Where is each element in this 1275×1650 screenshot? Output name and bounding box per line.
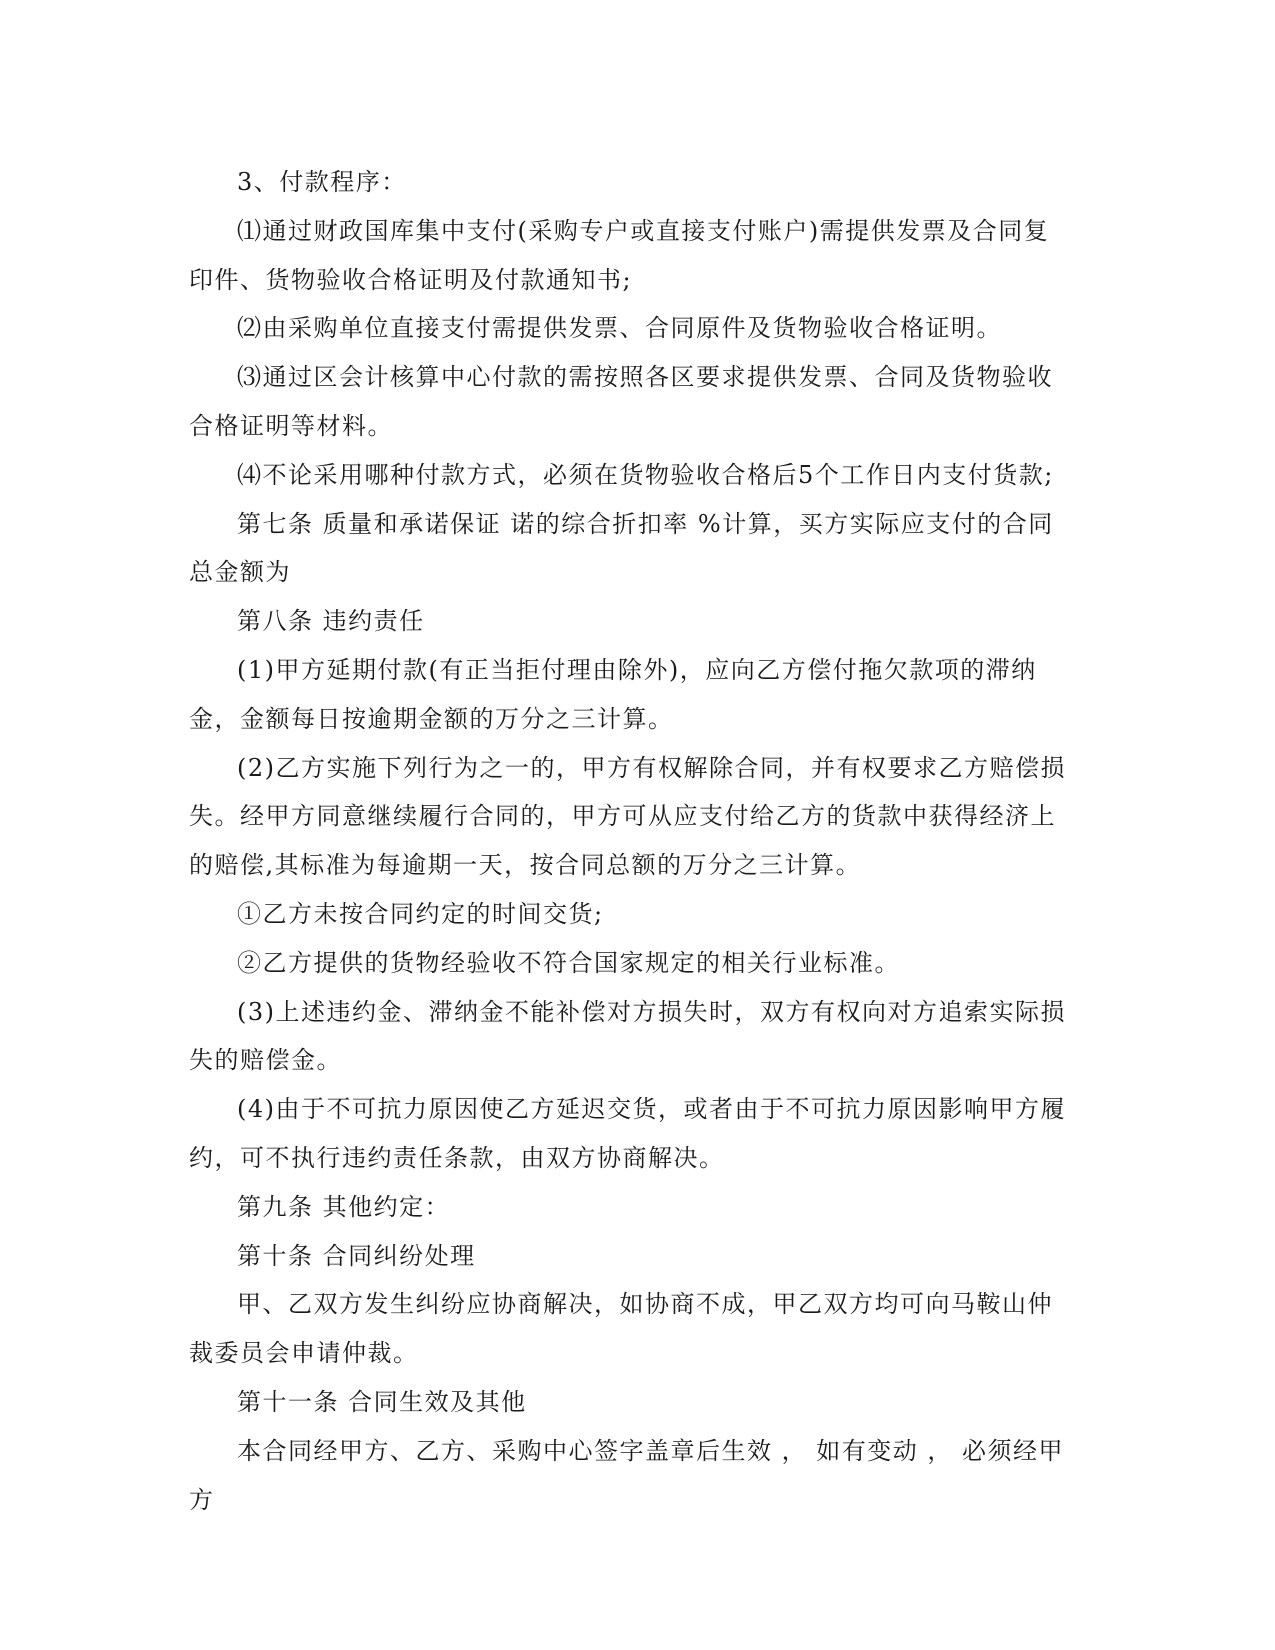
breach-item-1: ①乙方未按合同约定的时间交货; xyxy=(237,899,604,928)
article-7-quality: 第七条 质量和承诺保证 诺的综合折扣率 %计算，买方实际应支付的合同总金额为 xyxy=(189,509,1054,587)
breach-clause-1: (1)甲方延期付款(有正当拒付理由除外)，应向乙方偿付拖欠款项的滞纳金，金额每日按逾期金额的万分之三计算。 xyxy=(189,655,1037,733)
payment-procedure-heading: 3、付款程序： xyxy=(237,168,407,196)
article-9-heading: 第九条 其他约定： xyxy=(237,1192,451,1221)
payment-clause-2: ⑵由采购单位直接支付需提供发票、合同原件及货物验收合格证明。 xyxy=(237,314,1002,343)
dispute-resolution-text: 甲、乙双方发生纠纷应协商解决，如协商不成，甲乙双方均可向马鞍山仲裁委员会申请仲裁。 xyxy=(189,1290,1053,1368)
breach-clause-2: (2)乙方实施下列行为之一的，甲方有权解除合同，并有权要求乙方赔偿损失。经甲方同意继续履行合同的，甲方可从应支付给乙方的货款中获得经济上的赔偿,其标准为每逾期一天，按合同总额的万分之三计算。 xyxy=(189,753,1066,880)
article-11-heading: 第十一条 合同生效及其他 xyxy=(237,1387,527,1416)
breach-clause-4: (4)由于不可抗力原因使乙方延迟交货，或者由于不可抗力原因影响甲方履约，可不执行违约责任条款，由双方协商解决。 xyxy=(189,1095,1066,1172)
article-10-heading: 第十条 合同纠纷处理 xyxy=(237,1241,476,1270)
payment-clause-3: ⑶通过区会计核算中心付款的需按照各区要求提供发票、合同及货物验收合格证明等材料。 xyxy=(189,363,1053,440)
payment-clause-4: ⑷不论采用哪种付款方式，必须在货物验收合格后5个工作日内支付货款; xyxy=(237,460,1054,489)
breach-clause-3: (3)上述违约金、滞纳金不能补偿对方损失时，双方有权向对方追索实际损失的赔偿金。 xyxy=(189,997,1066,1075)
document-body xyxy=(189,158,1069,1524)
article-8-heading: 第八条 违约责任 xyxy=(237,607,425,636)
contract-effect-text: 本合同经甲方、乙方、采购中心签字盖章后生效 ， 如有变动 ， 必须经甲方 xyxy=(189,1436,1065,1514)
payment-clause-1: ⑴通过财政国库集中支付(采购专户或直接支付账户)需提供发票及合同复印件、货物验收合格证明及付款通知书; xyxy=(189,216,1050,294)
breach-item-2: ②乙方提供的货物经验收不符合国家规定的相关行业标准。 xyxy=(237,948,900,977)
